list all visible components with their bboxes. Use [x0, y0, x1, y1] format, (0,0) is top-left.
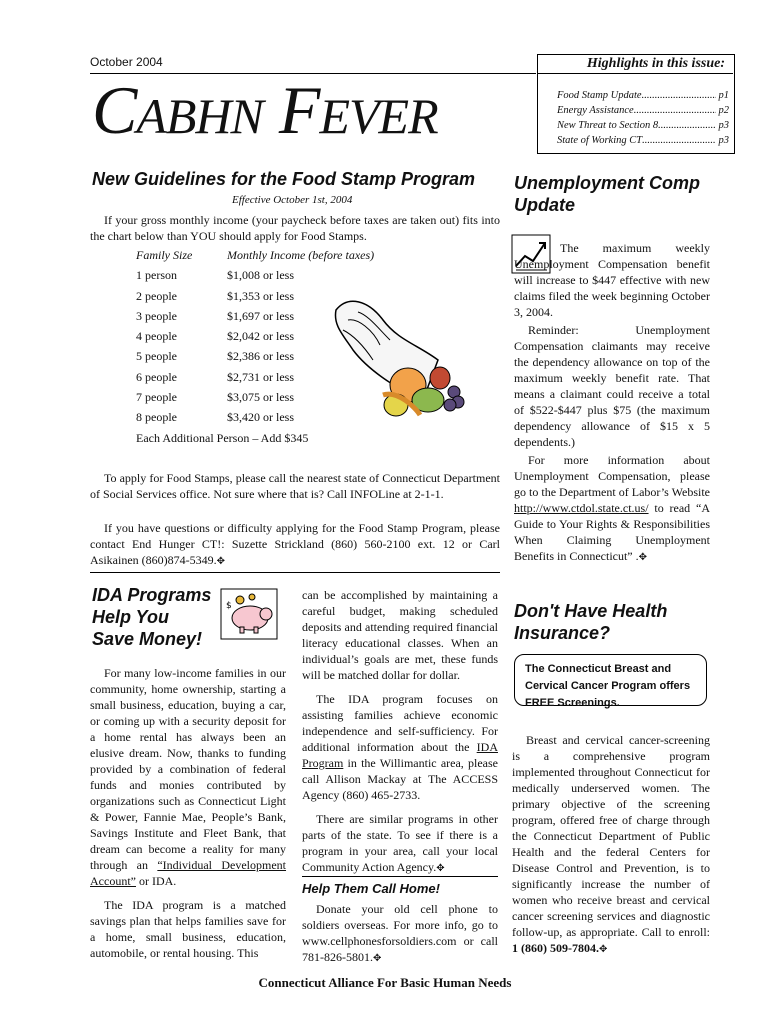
- ida-account-link[interactable]: “Individual Development Account”: [90, 858, 287, 888]
- table-row: 7 people $3,075 or less: [136, 390, 294, 405]
- ida-body-col2: can be accomplished by maintaining a careful budget, making scheduled deposits and attending required financial literacy educational classes. When an individual’s goals are met, these funds will be matched dollar for dollar. The IDA program focuses on assisting families achieve economic independence and self-sufficiency. For additional information about the IDA Program in the Willimantic area, please call Allison Mackay at The ACCESS Agency (860) 465-2733. There are similar programs in other parts of the state. To see if there is a program in your area, call your local Community Action Agency.✥: [302, 588, 498, 874]
- section-divider: [90, 572, 500, 573]
- enroll-phone: 1 (860) 509-7804.: [512, 941, 599, 955]
- footer-organization: Connecticut Alliance For Basic Human Needs: [258, 975, 512, 990]
- health-body: Breast and cervical cancer-screening is a comprehensive program implemented throughout Connecticut for medically underserved women. The primary objective of the screening program, offered free of charge through the Connecticut Department of Public Health and the federal Centers for Disease Control and Prevention, is to significantly increase the number of women who receive breast and cervical cancer screening services and diagnostic follow-up, as appropriate. Call to enroll: 1 (860) 509-7804.✥: [512, 733, 710, 955]
- phones-body: Donate your old cell phone to soldiers overseas. For more info, go to www.cellphonesforsoldiers.com or call 781-826-5801.✥: [302, 902, 498, 964]
- ida-program-link[interactable]: IDA Program: [302, 740, 498, 770]
- phones-title: Help Them Call Home!: [302, 881, 440, 896]
- highlight-item[interactable]: New Threat to Section 8 ..... p3: [557, 118, 729, 133]
- food-stamp-apply: To apply for Food Stamps, please call the nearest state of Connecticut Department of Social Services office. Not sure where that is? Call INFOLine at 2-1-1.: [90, 471, 500, 501]
- food-stamp-title: New Guidelines for the Food Stamp Program: [92, 169, 476, 189]
- ida-body-col1: For many low-income families in our community, home ownership, starting a small business, education, buying a car, or coming up with a security deposit for a home rental has always been an elusive dream. Now, thanks to funding provided by a combination of federal funds and monies contributed by organizations such as Connecticut Light & Power, Fannie Mae, People’s Bank, Savings Institute and Fleet Bank, that dream can become a reality for many through an “Individual Development Account” or IDA. The IDA program is a matched savings plan that helps families save for a home, small business, education, automobile, or rental housing. This: [90, 666, 287, 960]
- table-row: 5 people $2,386 or less: [136, 349, 294, 364]
- highlights-list: [557, 88, 729, 148]
- highlight-item[interactable]: Energy Assistance ..... p2: [557, 103, 729, 118]
- section-divider: [302, 876, 498, 877]
- ida-p2-continued: can be accomplished by maintaining a careful budget, making scheduled deposits and attending required financial literacy educational classes. When an individual’s goals are met, these funds will be matched dollar for dollar.: [302, 588, 498, 682]
- highlights-title: Highlights in this issue:: [537, 54, 733, 74]
- dol-website-link[interactable]: http://www.ctdol.state.ct.us/: [514, 501, 649, 515]
- ida-p2: The IDA program is a matched savings plan that helps families save for a home, small business, education, automobile, or rental housing. This: [90, 898, 286, 960]
- income-table-header: Family Size Monthly Income (before taxes): [136, 248, 375, 262]
- table-row: 2 people $1,353 or less: [136, 288, 294, 303]
- effective-date: Effective October 1st, 2004: [232, 194, 353, 206]
- health-title: Don't Have Health Insurance?: [514, 601, 668, 643]
- unemployment-title: Unemployment Comp Update: [514, 173, 701, 215]
- highlight-item[interactable]: State of Working CT ..... p3: [557, 133, 729, 148]
- food-stamp-questions: If you have questions or difficulty applying for the Food Stamp Program, please contact End Hunger CT!: Suzette Strickland (860) 560-2100 ext. 12 or Carl Asikainen (860)874-5349.✥: [90, 521, 500, 567]
- piggy-bank-icon: [220, 588, 278, 640]
- table-row: 3 people $1,697 or less: [136, 308, 294, 323]
- additional-person-note: Each Additional Person – Add $345: [136, 430, 309, 445]
- table-row: 4 people $2,042 or less: [136, 329, 294, 344]
- ida-title: IDA Programs Help You Save Money!: [92, 585, 212, 649]
- highlight-item[interactable]: Food Stamp Update ..... p1: [557, 88, 729, 103]
- food-stamp-intro: If your gross monthly income (your paycheck before taxes are taken out) fits into the chart below than YOU should apply for Food Stamps.: [90, 213, 500, 243]
- unemployment-body: The maximum weekly Unemployment Compensation benefit will increase to $447 effective with new claims filed the week beginning October 3, 2004. Reminder: Unemployment Compensation claimants may receive the dependency allowance on top of the maximum weekly benefit rate. That means a claimant could receive a total of $522-$447 plus $75 (the maximum dependency allowance of $15 x 5 dependents.) For more information about Unemployment Compensation, please go to the Department of Labor’s Website http://www.ctdol.state.ct.us/ to read “A Guide to Your Rights & Responsibilities When Claiming Unemployment Benefits in Connecticut” .✥: [514, 241, 710, 563]
- newsletter-masthead: CABHN FEVER: [92, 72, 438, 148]
- svg-text:$: $: [226, 601, 232, 611]
- table-row: 1 person $1,008 or less: [136, 268, 294, 283]
- cornucopia-illustration: [328, 290, 468, 430]
- table-row: 8 people $3,420 or less: [136, 410, 294, 425]
- table-row: 6 people $2,731 or less: [136, 369, 294, 384]
- screening-callout-box: The Connecticut Breast and Cervical Cancer Program offers FREE Screenings.: [514, 654, 707, 706]
- issue-date: October 2004: [90, 55, 163, 69]
